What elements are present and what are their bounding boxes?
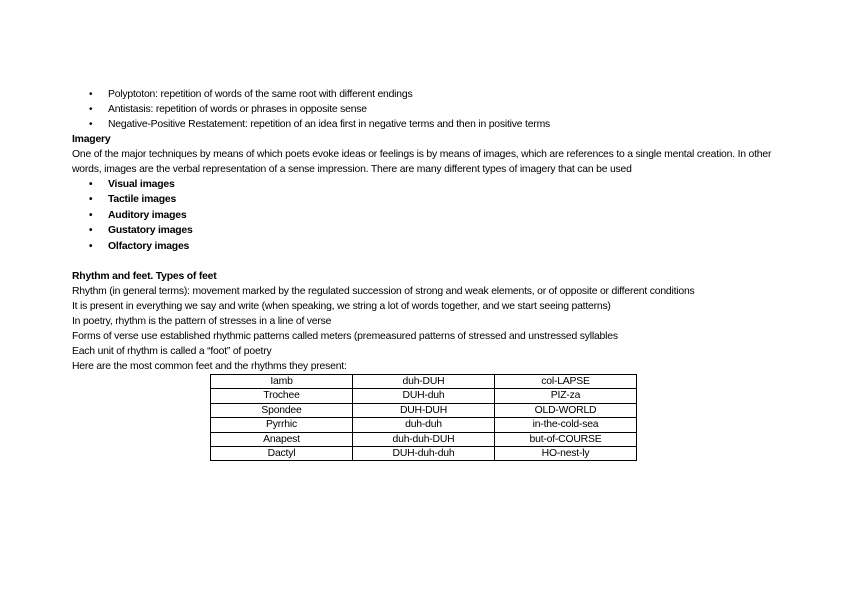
- rhythm-cell: duh-DUH: [353, 374, 495, 388]
- bullet-icon: •: [89, 119, 93, 130]
- list-item: [72, 192, 782, 207]
- rhythm-line: Rhythm (in general terms): movement marked by the regulated succession of strong and weak elements, or of opposite or different conditions: [72, 285, 695, 297]
- list-item: [72, 223, 782, 238]
- example-cell: in-the-cold-sea: [495, 418, 637, 432]
- list-item-text: Visual images: [108, 179, 175, 190]
- foot-name-cell: Dactyl: [211, 446, 353, 460]
- rhythm-line: Here are the most common feet and the rhythms they present:: [72, 360, 347, 372]
- list-item: [72, 177, 782, 192]
- example-cell: col-LAPSE: [495, 374, 637, 388]
- foot-name-cell: Pyrrhic: [211, 418, 353, 432]
- foot-name-cell: Spondee: [211, 403, 353, 417]
- list-item-text: Olfactory images: [108, 240, 190, 252]
- example-cell: but-of-COURSE: [495, 432, 637, 446]
- bullet-icon: •: [89, 194, 93, 206]
- bullet-icon: •: [89, 89, 93, 100]
- document-page: [72, 87, 782, 459]
- feet-table: [210, 374, 637, 461]
- imagery-types-list: [72, 177, 782, 254]
- bullet-icon: •: [89, 104, 93, 115]
- foot-name-cell: Anapest: [211, 432, 353, 446]
- rhythm-line: Forms of verse use established rhythmic patterns called meters (premeasured patterns of stressed and unstressed syllables: [72, 330, 618, 342]
- list-item: [72, 117, 782, 132]
- foot-name-cell: Iamb: [211, 374, 353, 388]
- rhythm-heading: Rhythm and feet. Types of feet: [72, 270, 217, 282]
- table-row: [211, 446, 637, 460]
- example-cell: HO-nest-ly: [495, 446, 637, 460]
- bullet-icon: •: [89, 179, 93, 190]
- list-item-text: Polyptoton: repetition of words of the same root with different endings: [108, 89, 413, 100]
- list-item-text: Tactile images: [108, 194, 177, 206]
- list-item-text: Negative-Positive Restatement: repetition of an idea first in negative terms and then in positive terms: [108, 119, 551, 130]
- example-cell: PIZ-za: [495, 389, 637, 403]
- rhythm-cell: DUH-DUH: [353, 403, 495, 417]
- blank-line: [72, 254, 782, 269]
- example-cell: OLD-WORLD: [495, 403, 637, 417]
- table-row: [211, 432, 637, 446]
- imagery-heading: Imagery: [72, 134, 111, 145]
- rhythm-cell: duh-duh: [353, 418, 495, 432]
- table-row: [211, 374, 637, 388]
- bullet-icon: •: [89, 240, 93, 252]
- table-row: [211, 389, 637, 403]
- bullet-icon: •: [89, 209, 93, 221]
- rhythm-cell: DUH-duh: [353, 389, 495, 403]
- table-row: [211, 418, 637, 432]
- list-item: [72, 239, 782, 254]
- rhythm-line: Each unit of rhythm is called a “foot” of poetry: [72, 345, 272, 357]
- rhythm-cell: duh-duh-DUH: [353, 432, 495, 446]
- rhythm-line: In poetry, rhythm is the pattern of stresses in a line of verse: [72, 315, 332, 327]
- figures-list: [72, 87, 782, 132]
- list-item-text: Antistasis: repetition of words or phrases in opposite sense: [108, 104, 367, 115]
- imagery-paragraph: One of the major techniques by means of which poets evoke ideas or feelings is by means of images, which are references to a single mental creation. In other words, images are the verbal representation of a sense impression. There are many different types of imagery that can be used: [72, 149, 772, 175]
- list-item: [72, 102, 782, 117]
- table-row: [211, 403, 637, 417]
- list-item-text: Gustatory images: [108, 225, 193, 237]
- rhythm-cell: DUH-duh-duh: [353, 446, 495, 460]
- foot-name-cell: Trochee: [211, 389, 353, 403]
- list-item: [72, 87, 782, 102]
- list-item-text: Auditory images: [108, 209, 187, 221]
- list-item: [72, 208, 782, 223]
- rhythm-line: It is present in everything we say and write (when speaking, we string a lot of words together, and we start seeing patterns): [72, 300, 611, 312]
- bullet-icon: •: [89, 225, 93, 237]
